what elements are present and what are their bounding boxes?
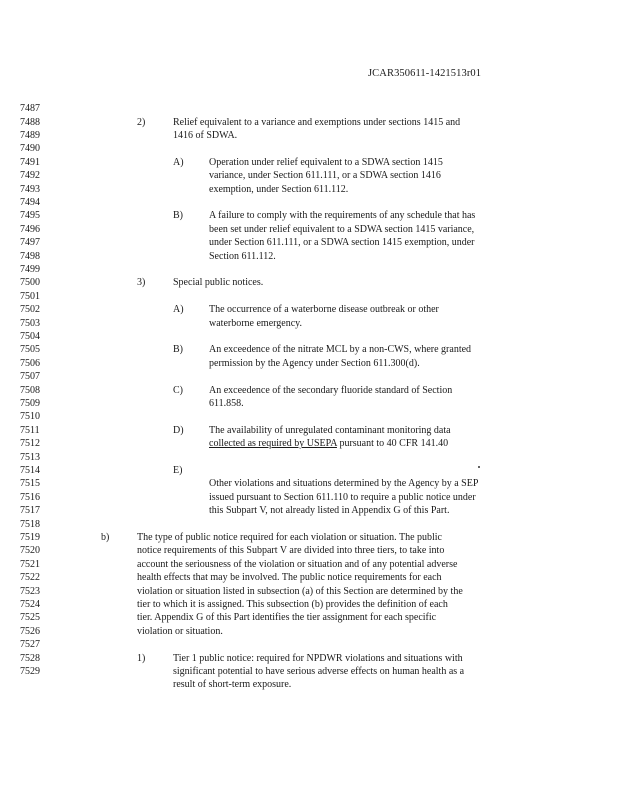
line-number: 7526 [20,625,40,637]
line-number: 7515 [20,478,40,490]
item-label: 1) [137,652,146,664]
line-number: 7527 [20,639,40,651]
line-number: 7518 [20,518,40,530]
line-number: 7516 [20,491,40,503]
line-number: 7511 [20,424,40,436]
line-number: 7496 [20,223,40,235]
line-number: 7521 [20,558,40,570]
line-number: 7500 [20,277,40,289]
item-text-line: under Section 611.111, or a SDWA section 1415 exemption, under [209,237,475,249]
item-text-line: The type of public notice required for each violation or situation. The public [137,532,442,543]
line-number: 7506 [20,357,40,369]
line-number: 7489 [20,130,40,141]
document-code: JCAR350611-1421513r01 [368,68,482,79]
line-number: 7517 [20,505,40,517]
item-text-line: notice requirements of this Subpart V are divided into three tiers, to take into [137,545,445,557]
line-number: 7499 [20,264,40,275]
line-number: 7520 [20,545,40,557]
line-number: 7494 [20,197,40,208]
item-text-line: health effects that may be involved. The public notice requirements for each [137,572,442,584]
line-number: 7529 [20,666,40,677]
line-number: 7488 [20,116,40,128]
line-number: 7507 [20,371,40,383]
line-number: 7497 [20,237,40,249]
item-label: A) [173,156,184,168]
line-number: 7509 [20,398,40,409]
line-number: 7487 [20,103,40,115]
line-number: 7528 [20,652,40,664]
item-text-line: account the seriousness of the violation or situation and of any potential adverse [137,558,458,570]
line-number: 7522 [20,572,40,584]
line-number: 7514 [20,465,40,476]
item-text-line: exemption, under Section 611.112. [209,183,349,195]
stray-mark [478,466,480,468]
item-text-rest: pursuant to 40 CFR 141.40 [336,438,449,450]
item-text-line: significant potential to have serious adverse effects on human health as a [173,666,465,677]
line-number: 7502 [20,304,40,316]
item-label: B) [173,210,183,222]
item-text-line [209,437,448,450]
line-number: 7513 [20,451,40,463]
item-text-line: An exceedence of the secondary fluoride standard of Section [209,384,453,396]
item-text-line: violation or situation listed in subsection (a) of this Section are determined by the [137,585,463,597]
line-number: 7505 [20,344,40,356]
item-text-line: Other violations and situations determined by the Agency by a SEP [209,478,479,490]
line-number: 7503 [20,317,40,329]
item-text-line: Section 611.112. [209,250,276,262]
item-label: C) [173,384,183,396]
item-text-line: violation or situation. [137,625,223,637]
item-text-line: Relief equivalent to a variance and exemptions under sections 1415 and [173,116,461,128]
line-number: 7523 [20,585,40,597]
line-number: 7504 [20,331,40,342]
line-number: 7495 [20,210,40,222]
item-text-line: The availability of unregulated contaminant monitoring data [209,424,451,436]
line-number: 7491 [20,156,40,168]
item-text-line: this Subpart V, not already listed in Appendix G of this Part. [209,505,450,517]
line-number: 7524 [20,599,40,610]
item-text-line: Operation under relief equivalent to a SDWA section 1415 [209,156,443,168]
line-number: 7493 [20,183,40,195]
line-number: 7508 [20,384,40,396]
item-text-line: The occurrence of a waterborne disease outbreak or other [209,304,439,316]
item-text-line: been set under relief equivalent to a SDWA section 1415 variance, [209,223,475,235]
line-number: 7512 [20,438,40,450]
item-text-line: variance, under Section 611.111, or a SDWA section 1416 [209,170,441,182]
line-number: 7525 [20,612,40,624]
item-text-line: tier to which it is assigned. This subsection (b) provides the definition of each [137,599,448,610]
item-label: 2) [137,116,146,128]
item-label: A) [173,304,184,316]
item-text-line: issued pursuant to Section 611.110 to require a public notice under [209,491,476,503]
item-text-line: permission by the Agency under Section 611.300(d). [209,357,420,369]
item-label: 3) [137,277,146,289]
item-text-line: 1416 of SDWA. [173,130,238,141]
line-number: 7498 [20,250,40,262]
line-number: 7492 [20,170,40,182]
item-text-line: result of short-term exposure. [173,679,292,691]
item-text-line: 611.858. [209,398,244,409]
underlined-inserted-text: collected as required by USEPA [209,438,337,450]
item-label: E) [173,465,183,476]
item-text-line: A failure to comply with the requirements of any schedule that has [209,210,476,222]
item-text-line: Special public notices. [173,277,264,289]
item-text-line: Tier 1 public notice: required for NPDWR violations and situations with [173,652,463,664]
item-label: D) [173,424,184,436]
item-label: B) [173,344,183,356]
item-text-line: waterborne emergency. [209,317,303,329]
line-number: 7519 [20,532,40,543]
line-number: 7490 [20,143,40,155]
item-label: b) [101,532,110,543]
item-text-line: An exceedence of the nitrate MCL by a non-CWS, where granted [209,344,472,356]
line-number: 7501 [20,290,40,302]
item-text-line: tier. Appendix G of this Part identifies the tier assignment for each specific [137,612,437,624]
line-number: 7510 [20,411,40,423]
